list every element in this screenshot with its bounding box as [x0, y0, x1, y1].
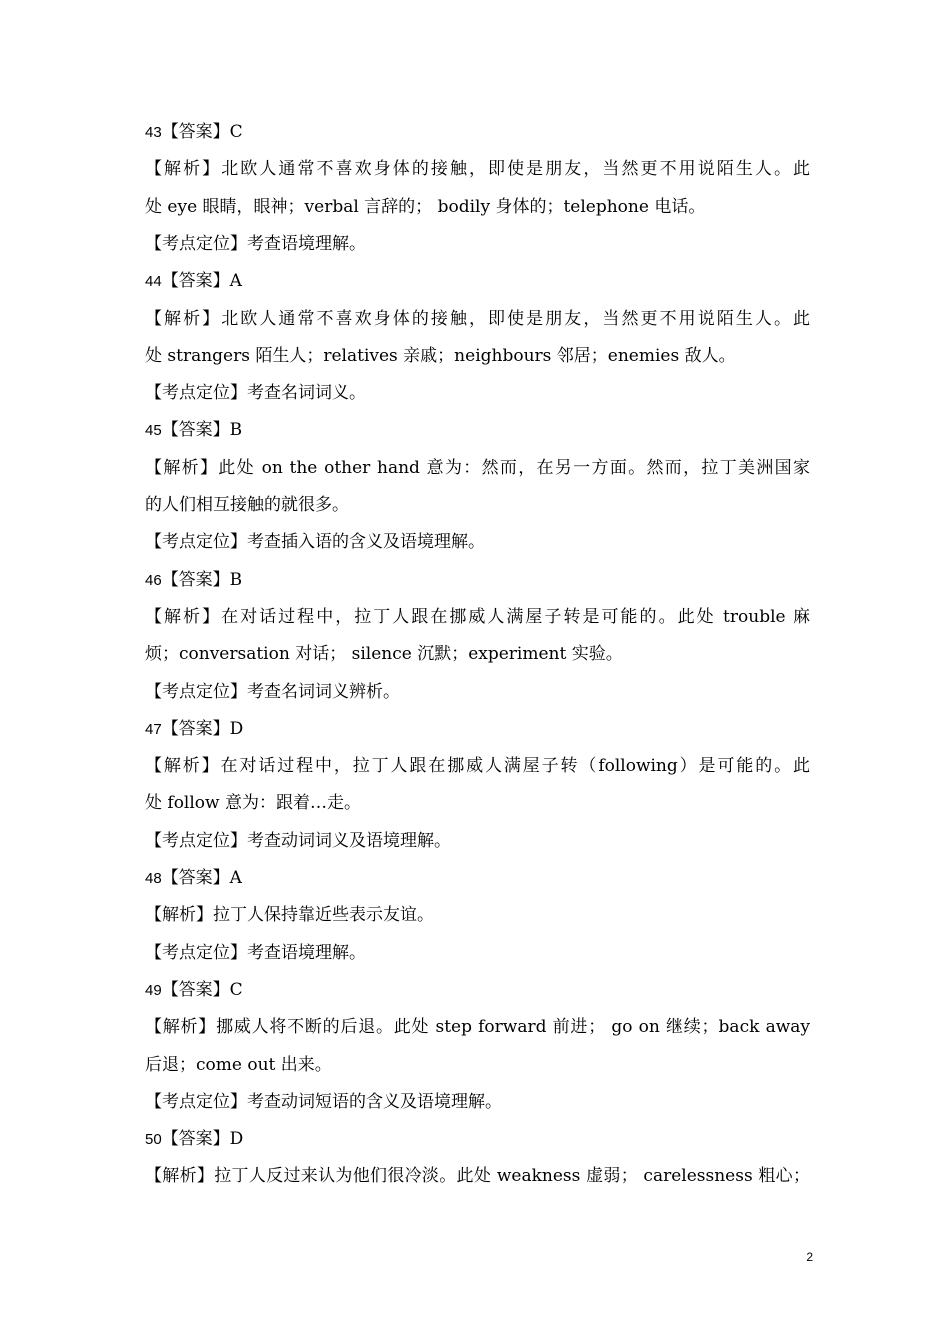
question-answer-line [145, 718, 810, 741]
question-number: 50 [145, 1131, 162, 1149]
question-number: 48 [145, 870, 162, 887]
line-text: 处 strangers 陌生人；relatives 亲戚；neighbours 邻居；enemies 敌人。 [145, 345, 736, 366]
question-answer-line [145, 419, 810, 442]
text-line [145, 308, 810, 330]
line-text: 的人们相互接触的就很多。 [145, 495, 349, 515]
text-line [145, 904, 810, 926]
line-text: 【考点定位】考查动词短语的含义及语境理解。 [145, 1091, 502, 1112]
line-text: 【考点定位】考查名词词义。 [145, 383, 366, 404]
text-line [145, 1054, 810, 1076]
line-text: 后退；come out 出来。 [145, 1054, 332, 1075]
line-text: 【考点定位】考查语境理解。 [145, 942, 366, 963]
text-line [145, 1091, 810, 1113]
question-number: 45 [145, 422, 162, 440]
question-number: 47 [145, 720, 162, 738]
page-number: 2 [806, 1250, 813, 1264]
line-text: 【解析】挪威人将不断的后退。此处 step forward 前进； go on 继续；back away [145, 1017, 810, 1038]
line-text: 【考点定位】考查语境理解。 [145, 233, 366, 254]
line-text: 【答案】A [161, 271, 242, 292]
question-number: 44 [145, 273, 162, 291]
line-text: 【解析】在对话过程中，拉丁人跟在挪威人满屋子转（following）是可能的。此 [145, 756, 810, 777]
text-line [145, 158, 810, 180]
question-number: 43 [145, 124, 162, 141]
line-text: 【解析】拉丁人反过来认为他们很冷淡。此处 weakness 虚弱； carelessness 粗心； [145, 1166, 810, 1187]
line-text: 烦；conversation 对话； silence 沉默；experiment 实验。 [145, 644, 623, 665]
question-answer-line [145, 270, 810, 293]
text-line [145, 681, 810, 703]
line-text: 处 eye 眼睛，眼神；verbal 言辞的； bodily 身体的；telephone 电话。 [145, 196, 706, 217]
line-text: 【考点定位】考查插入语的含义及语境理解。 [145, 532, 485, 553]
line-text: 【考点定位】考查名词词义辨析。 [145, 681, 400, 702]
line-text: 【答案】B [161, 420, 243, 441]
text-line [145, 233, 810, 255]
text-line [145, 494, 810, 516]
text-line [145, 345, 810, 367]
text-line [145, 643, 810, 665]
line-text: 【答案】B [161, 569, 243, 590]
line-text: 处 follow 意为：跟着…走。 [145, 793, 361, 814]
line-text: 【解析】北欧人通常不喜欢身体的接触，即使是朋友，当然更不用说陌生人。此 [145, 159, 810, 180]
text-line [145, 1016, 810, 1038]
line-text: 【答案】C [161, 122, 243, 142]
question-answer-line [145, 569, 810, 592]
text-line [145, 755, 810, 777]
question-number: 49 [145, 981, 162, 999]
line-text: 【答案】C [161, 979, 243, 1000]
line-text: 【考点定位】考查动词词义及语境理解。 [145, 830, 451, 851]
question-answer-line [145, 979, 810, 1002]
question-answer-line [145, 867, 810, 890]
line-text: 【解析】北欧人通常不喜欢身体的接触，即使是朋友，当然更不用说陌生人。此 [145, 308, 810, 329]
text-line [145, 196, 810, 218]
text-line [145, 1165, 810, 1187]
line-text: 【解析】此处 on the other hand 意为：然而，在另一方面。然而，拉丁美洲国家 [145, 457, 810, 478]
question-answer-line [145, 1128, 810, 1151]
text-line [145, 830, 810, 852]
text-line [145, 792, 810, 814]
line-text: 【解析】在对话过程中，拉丁人跟在挪威人满屋子转是可能的。此处 trouble 麻 [145, 606, 810, 627]
line-text: 【答案】D [161, 718, 244, 739]
line-text: 【答案】A [161, 868, 242, 888]
line-text: 【解析】拉丁人保持靠近些表示友谊。 [145, 905, 434, 926]
text-line [145, 531, 810, 553]
text-line [145, 606, 810, 628]
text-line [145, 457, 810, 479]
question-answer-line [145, 121, 810, 144]
line-text: 【答案】D [161, 1129, 244, 1150]
text-line [145, 942, 810, 964]
text-line [145, 382, 810, 404]
question-number: 46 [145, 571, 162, 589]
